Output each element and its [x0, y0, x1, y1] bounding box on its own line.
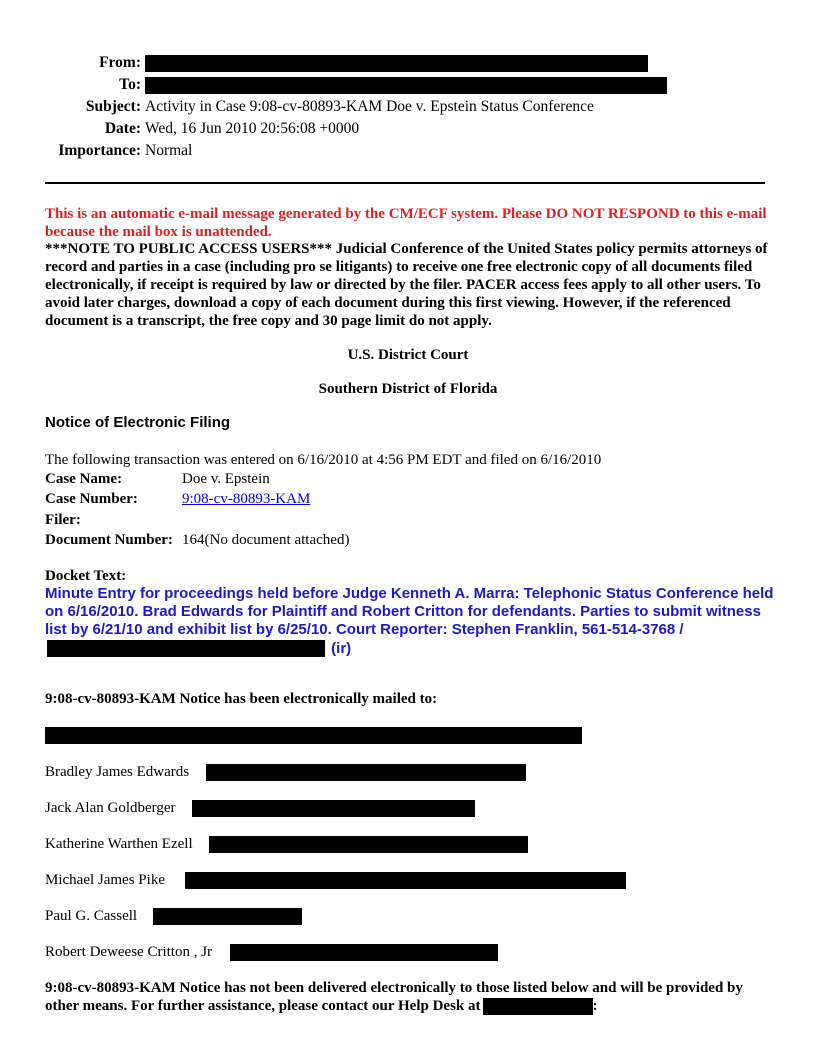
recipient-email-redaction	[230, 944, 498, 961]
recipient-email-redaction	[192, 800, 475, 817]
recipient-item	[45, 834, 528, 854]
header-divider	[45, 182, 765, 184]
transaction-line: The following transaction was entered on 6/16/2010 at 4:56 PM EDT and filed on 6/16/2010	[45, 452, 602, 468]
subject-value: Activity in Case 9:08-cv-80893-KAM Doe v. Epstein Status Conference	[145, 98, 594, 115]
recipient-name: Michael James Pike	[45, 871, 165, 888]
importance-label: Importance:	[58, 142, 141, 159]
not-delivered-end: :	[592, 998, 598, 1014]
case-name-label: Case Name:	[45, 470, 123, 487]
not-delivered-notice	[45, 979, 780, 1015]
docket-text	[45, 585, 775, 658]
case-number-row	[45, 490, 349, 511]
from-label: From:	[99, 54, 141, 71]
recipient-name: Paul G. Cassell	[45, 907, 138, 924]
docket-text-suffix: (ir)	[331, 639, 352, 657]
filer-row	[45, 510, 349, 531]
filer-label: Filer:	[45, 511, 81, 528]
email-header	[0, 52, 816, 162]
case-info-table	[45, 469, 349, 551]
recipient-email-redaction	[206, 764, 526, 781]
recipient-email-redaction	[209, 836, 528, 853]
recipient-name: Bradley James Edwards	[45, 763, 190, 780]
docket-text-label: Docket Text:	[45, 568, 127, 584]
nef-title: Notice of Electronic Filing	[45, 414, 231, 431]
public-access-note: ***NOTE TO PUBLIC ACCESS USERS*** Judicial Conference of the United States policy permits attorneys of record and parties in a case (including pro se litigants) to receive one free electronic copy of all documents filed electronically, if receipt is required by law or directed by the filer. PACER access fees apply to all other users. To avoid later charges, download a copy of each document during this first viewing. However, if the referenced document is a transcript, the free copy and 30 page limit do not apply.	[45, 241, 768, 329]
auto-message-warning: This is an automatic e-mail message generated by the CM/ECF system. Please DO NOT RESPOND to this e-mail because the mail box is unattended.	[45, 206, 767, 240]
case-number-label: Case Number:	[45, 491, 138, 508]
document-number-row	[45, 531, 349, 552]
recipient-redaction	[45, 727, 582, 744]
date-value: Wed, 16 Jun 2010 20:56:08 +0000	[145, 120, 360, 137]
court-name: U.S. District Court	[347, 347, 469, 363]
document-number-label: Document Number:	[45, 532, 173, 549]
date-label: Date:	[104, 120, 141, 137]
recipient-email-redaction	[185, 872, 626, 889]
recipient-item	[45, 906, 302, 926]
recipient-item	[45, 942, 498, 962]
date-row	[0, 118, 816, 140]
recipient-name: Katherine Warthen Ezell	[45, 835, 193, 852]
help-desk-redaction	[483, 998, 593, 1015]
to-row	[0, 74, 816, 96]
from-redaction	[145, 55, 648, 72]
recipient-name: Robert Deweese Critton , Jr	[45, 943, 213, 960]
subject-label: Subject:	[85, 98, 141, 115]
mailed-heading: 9:08-cv-80893-KAM Notice has been electronically mailed to:	[45, 691, 438, 707]
importance-value: Normal	[145, 142, 193, 159]
from-row	[0, 52, 816, 74]
case-name-value: Doe v. Epstein	[182, 470, 270, 487]
not-delivered-text: 9:08-cv-80893-KAM Notice has not been delivered electronically to those listed below and will be provided by other means. For further assistance, please contact our Help Desk at	[45, 980, 743, 1014]
docket-text-body: Minute Entry for proceedings held before Judge Kenneth A. Marra: Telephonic Status Conference held on 6/16/2010. Brad Edwards for Plaintiff and Robert Critton for defendants. Parties to submit witness list by 6/21/10 and exhibit list by 6/25/10. Court Reporter: Stephen Franklin, 561-514-3768 /	[45, 585, 774, 639]
to-label: To:	[119, 76, 141, 93]
case-name-row	[45, 469, 349, 490]
document-number-value: 164(No document attached)	[182, 532, 350, 549]
recipient-email-redaction	[153, 908, 302, 925]
case-number-link[interactable]: 9:08-cv-80893-KAM	[182, 491, 311, 508]
to-redaction	[145, 77, 667, 94]
recipient-name: Jack Alan Goldberger	[45, 799, 176, 816]
recipient-item	[45, 870, 626, 890]
recipient-item	[45, 762, 526, 782]
court-district: Southern District of Florida	[318, 381, 498, 397]
subject-row	[0, 96, 816, 118]
importance-row	[0, 140, 816, 162]
docket-redaction	[47, 640, 325, 657]
recipient-item	[45, 798, 475, 818]
